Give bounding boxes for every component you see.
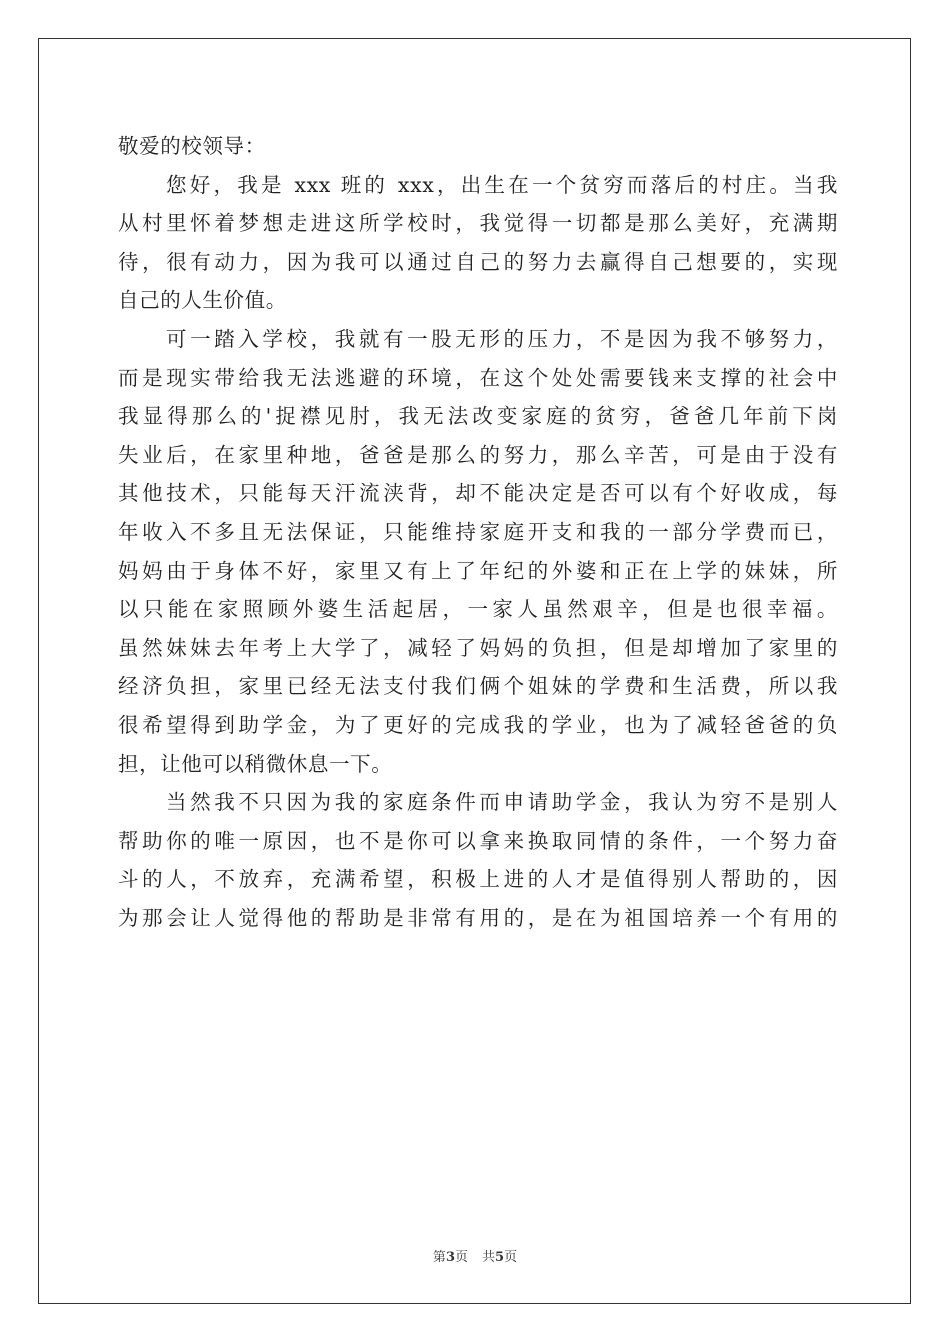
paragraph-line: 其他技术，只能每天汗流浃背，却不能决定是否可以有个好收成，每 [118, 481, 838, 506]
page-prefix: 第 [432, 1250, 446, 1265]
total-suffix: 页 [504, 1250, 518, 1265]
total-pages: 5 [495, 1250, 505, 1265]
paragraph-line: 担，让他可以稍微休息一下。 [118, 751, 393, 776]
paragraph-line: 失业后，在家里种地，爸爸是那么的努力，那么辛苦，可是由于没有 [118, 442, 838, 467]
paragraph-line: 斗的人，不放弃，充满希望，积极上进的人才是值得别人帮助的，因 [118, 867, 838, 892]
paragraph-line: 虽然妹妹去年考上大学了，减轻了妈妈的负担，但是却增加了家里的 [118, 635, 838, 660]
paragraph-line: 当然我不只因为我的家庭条件而申请助学金，我认为穷不是别人 [166, 790, 838, 815]
paragraph-line: 帮助你的唯一原因，也不是你可以拿来换取同情的条件，一个努力奋 [118, 828, 838, 853]
paragraph-line: 为那会让人觉得他的帮助是非常有用的，是在为祖国培养一个有用的 [118, 905, 838, 930]
paragraph-line: 年收入不多且无法保证，只能维持家庭开支和我的一部分学费而已， [118, 519, 838, 544]
paragraph-line: 从村里怀着梦想走进这所学校时，我觉得一切都是那么美好，充满期 [118, 211, 838, 236]
page-suffix: 页 [454, 1250, 468, 1265]
paragraph-line: 待，很有动力，因为我可以通过自己的努力去赢得自己想要的，实现 [118, 249, 838, 274]
paragraph-line: 以只能在家照顾外婆生活起居，一家人虽然艰辛，但是也很幸福。 [118, 597, 838, 622]
page-footer [0, 1246, 950, 1265]
paragraph-line: 经济负担，家里已经无法支付我们俩个姐妹的学费和生活费，所以我 [118, 674, 838, 699]
letter-body [118, 127, 838, 937]
page-number: 3 [445, 1250, 455, 1265]
paragraph-3 [118, 783, 838, 937]
paragraph-line: 自己的人生价值。 [118, 288, 287, 313]
paragraph-line: 可一踏入学校，我就有一股无形的压力，不是因为我不够努力， [166, 326, 838, 351]
paragraph-line: 我显得那么的'捉襟见肘，我无法改变家庭的贫穷，爸爸几年前下岗 [118, 404, 838, 429]
paragraph-line: 很希望得到助学金，为了更好的完成我的学业，也为了减轻爸爸的负 [118, 712, 838, 737]
paragraph-1 [118, 166, 838, 320]
paragraph-line: 您好，我是 xxx 班的 xxx，出生在一个贫穷而落后的村庄。当我 [166, 172, 838, 197]
paragraph-line: 妈妈由于身体不好，家里又有上了年纪的外婆和正在上学的妹妹，所 [118, 558, 838, 583]
paragraph-line: 而是现实带给我无法逃避的环境，在这个处处需要钱来支撑的社会中 [118, 365, 838, 390]
total-prefix: 共 [482, 1250, 496, 1265]
paragraph-2 [118, 320, 838, 783]
salutation: 敬爱的校领导： [118, 134, 266, 158]
